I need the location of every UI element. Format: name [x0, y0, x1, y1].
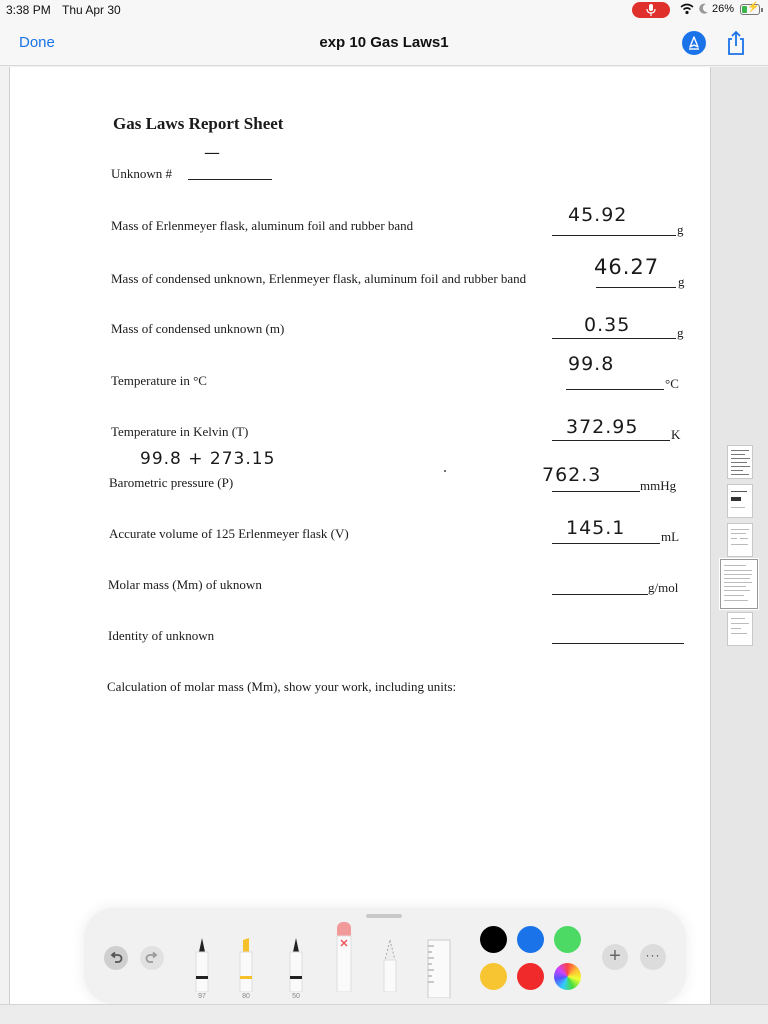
pen-size-label: 97 — [198, 993, 206, 1000]
share-icon[interactable] — [724, 30, 748, 56]
handwritten-flask-mass: 45.92 — [568, 204, 628, 226]
answer-line — [552, 440, 670, 441]
highlighter-tool-icon[interactable] — [236, 930, 256, 992]
handwritten-temperature-c: 99.8 — [568, 353, 615, 375]
unit-mmhg: mmHg — [640, 478, 677, 493]
row-label-identity: Identity of unknown — [108, 628, 215, 643]
add-button[interactable]: + — [602, 944, 628, 970]
markup-tool-palette — [84, 908, 686, 1004]
unit-g: g — [678, 274, 685, 289]
palette-grabber[interactable] — [366, 914, 402, 918]
handwritten-kelvin-calculation: 99.8 + 273.15 — [140, 449, 276, 469]
undo-button[interactable] — [104, 946, 128, 970]
highlighter-size-label: 80 — [242, 993, 250, 1000]
answer-line — [596, 287, 676, 288]
microphone-indicator[interactable] — [632, 2, 670, 18]
row-label-flask-mass: Mass of Erlenmeyer flask, aluminum foil and rubber band — [111, 218, 414, 233]
report-sheet — [10, 67, 712, 1004]
color-swatch-yellow[interactable] — [480, 963, 507, 990]
lasso-tool-icon[interactable] — [380, 930, 400, 992]
unit-kelvin: K — [671, 427, 681, 442]
unit-g: g — [677, 325, 684, 340]
answer-line — [188, 179, 272, 180]
pencil-tool-icon[interactable] — [286, 930, 306, 992]
microphone-icon — [646, 4, 656, 16]
more-options-button[interactable]: ··· — [640, 944, 666, 970]
calculation-prompt: Calculation of molar mass (Mm), show your work, including units: — [107, 679, 457, 694]
color-picker-icon[interactable] — [554, 963, 581, 990]
wifi-icon — [680, 3, 694, 15]
unit-g-per-mol: g/mol — [648, 580, 679, 595]
row-label-flask-volume: Accurate volume of 125 Erlenmeyer flask (V) — [109, 526, 349, 541]
page-thumbnail[interactable] — [727, 484, 753, 518]
answer-line — [552, 338, 676, 339]
report-heading: Gas Laws Report Sheet — [113, 114, 284, 133]
stray-mark — [444, 470, 446, 472]
done-button[interactable]: Done — [19, 34, 55, 51]
unit-celsius: °C — [665, 376, 679, 391]
page-thumbnail[interactable] — [727, 612, 753, 646]
markup-toggle-button[interactable] — [682, 31, 706, 55]
ruler-tool-icon[interactable] — [426, 938, 452, 998]
row-label-condensed-total-mass: Mass of condensed unknown, Erlenmeyer flask, aluminum foil and rubber band — [111, 271, 527, 286]
unit-g: g — [677, 222, 684, 237]
page-thumbnail-current[interactable] — [720, 559, 758, 609]
color-swatch-blue[interactable] — [517, 926, 544, 953]
redo-button[interactable] — [140, 946, 164, 970]
answer-line — [566, 389, 664, 390]
battery-percentage: 26% — [712, 3, 735, 15]
row-label-unknown-number: Unknown # — [111, 166, 173, 181]
handwritten-condensed-total-mass: 46.27 — [594, 255, 660, 279]
answer-line — [552, 543, 660, 544]
color-swatch-red[interactable] — [517, 963, 544, 990]
status-date: Thu Apr 30 — [62, 3, 121, 17]
answer-line — [552, 643, 684, 644]
battery-icon: ⚡ — [740, 4, 760, 15]
redo-icon — [145, 951, 159, 965]
color-swatch-green[interactable] — [554, 926, 581, 953]
unit-ml: mL — [661, 529, 680, 544]
page-thumbnails — [711, 67, 768, 1004]
navigation-bar — [0, 20, 768, 66]
page-thumbnail[interactable] — [727, 445, 753, 479]
handwritten-condensed-mass: 0.35 — [584, 314, 631, 336]
markup-pen-icon — [686, 35, 702, 51]
answer-line — [552, 594, 648, 595]
row-label-condensed-mass: Mass of condensed unknown (m) — [111, 321, 285, 336]
handwritten-unknown-number: — — [204, 143, 221, 162]
pen-tool-icon[interactable] — [192, 930, 212, 992]
bottom-edge — [0, 1004, 768, 1024]
handwritten-temperature-k: 372.95 — [566, 416, 639, 438]
row-label-temperature-c: Temperature in °C — [111, 373, 207, 388]
status-time: 3:38 PM — [6, 3, 51, 17]
row-label-barometric-pressure: Barometric pressure (P) — [109, 475, 234, 490]
color-swatch-black[interactable] — [480, 926, 507, 953]
answer-line — [552, 491, 640, 492]
moon-icon — [698, 3, 709, 15]
eraser-tool-icon[interactable] — [334, 920, 354, 992]
document-title: exp 10 Gas Laws1 — [319, 34, 449, 51]
undo-icon — [109, 951, 123, 965]
page-thumbnail[interactable] — [727, 523, 753, 557]
document-page[interactable] — [9, 67, 711, 1004]
handwritten-flask-volume: 145.1 — [566, 517, 626, 539]
status-bar — [0, 0, 768, 20]
row-label-temperature-k: Temperature in Kelvin (T) — [111, 424, 249, 439]
pencil-size-label: 50 — [292, 993, 300, 1000]
row-label-molar-mass: Molar mass (Mm) of uknown — [108, 577, 262, 592]
handwritten-barometric-pressure: 762.3 — [542, 464, 602, 486]
answer-line — [552, 235, 676, 236]
